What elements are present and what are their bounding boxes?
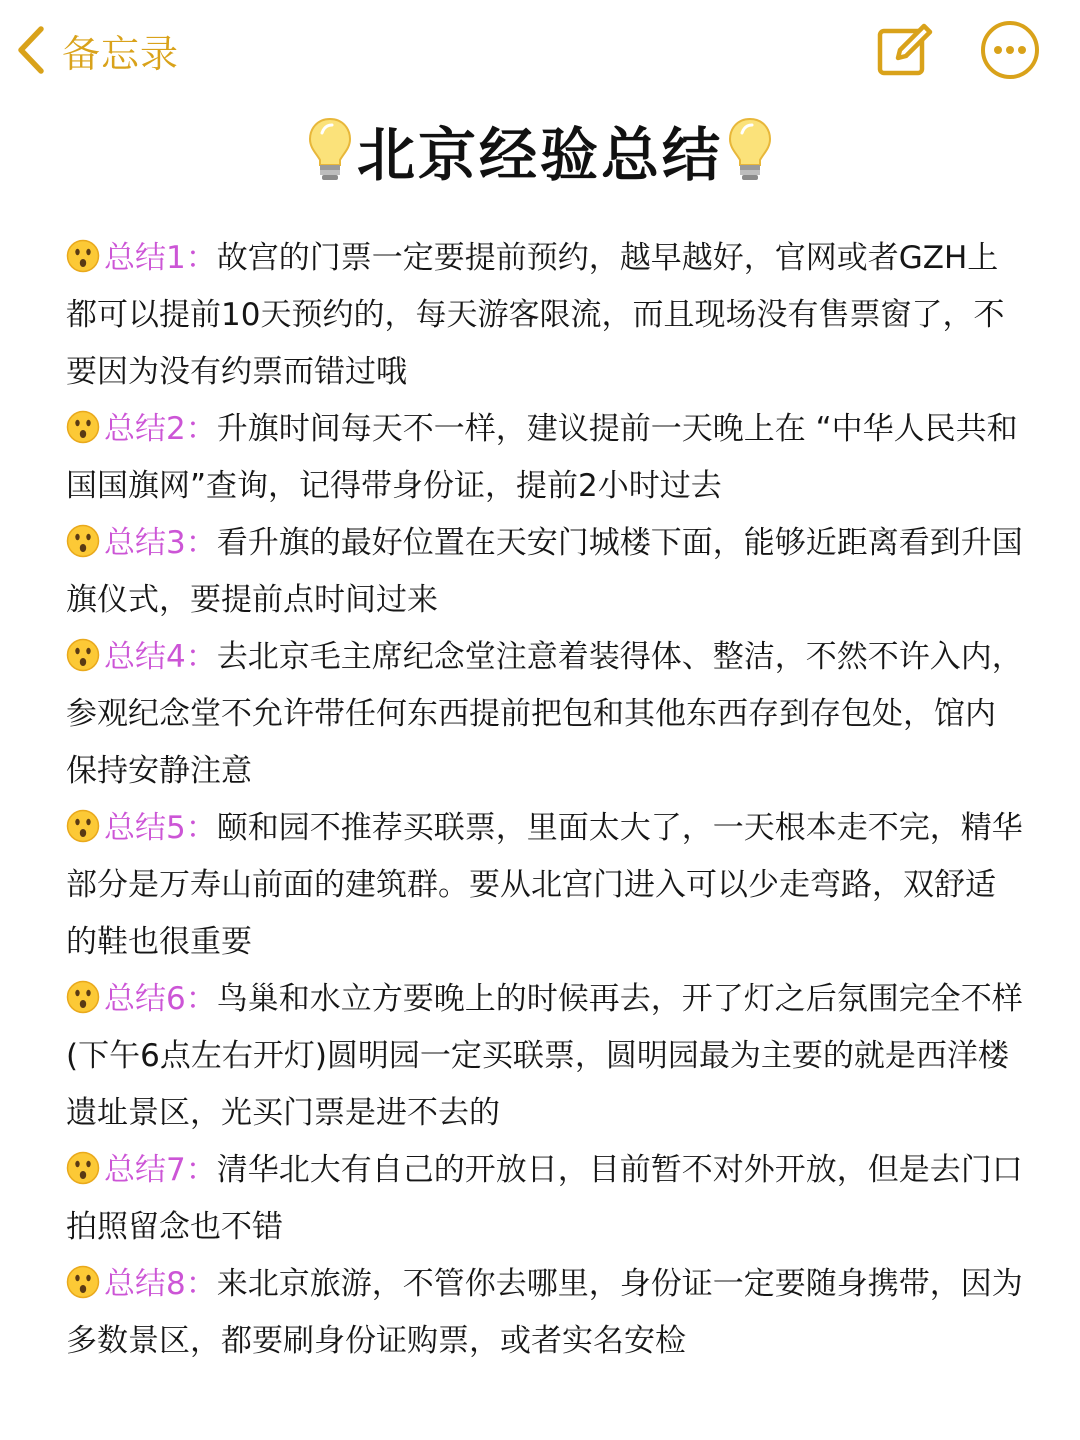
summary-item bbox=[66, 629, 1026, 800]
hushed-face-icon bbox=[66, 239, 100, 273]
summary-label: 总结7： bbox=[104, 1152, 217, 1188]
back-button[interactable] bbox=[14, 20, 179, 80]
compose-icon bbox=[870, 18, 934, 82]
hushed-face-icon bbox=[66, 524, 100, 558]
back-label: 备忘录 bbox=[62, 31, 180, 76]
summary-label: 总结8： bbox=[104, 1266, 217, 1302]
summary-label: 总结2： bbox=[104, 411, 217, 447]
summary-text: 去北京毛主席纪念堂注意着装得体、整洁，不然不许入内，参观纪念堂不允许带任何东西提前把包和其他东西存到存包处，馆内保持安静注意 bbox=[66, 639, 1023, 789]
summary-label: 总结1： bbox=[104, 240, 217, 276]
page-title: 北京经验总结 bbox=[356, 121, 723, 189]
summary-item bbox=[66, 971, 1026, 1142]
summary-item bbox=[66, 230, 1026, 401]
light-bulb-icon bbox=[725, 115, 775, 185]
chevron-left-icon bbox=[14, 25, 48, 75]
hushed-face-icon bbox=[66, 1265, 100, 1299]
summary-text: 升旗时间每天不一样，建议提前一天晚上在 “中华人民共和国国旗网”查询，记得带身份证，提前2小时过去 bbox=[66, 411, 1018, 504]
summary-label: 总结5： bbox=[104, 810, 217, 846]
summary-item bbox=[66, 800, 1026, 971]
light-bulb-icon bbox=[305, 115, 355, 185]
hushed-face-icon bbox=[66, 809, 100, 843]
summary-text: 鸟巢和水立方要晚上的时候再去，开了灯之后氛围完全不样(下午6点左右开灯)圆明园一定买联票，圆明园最为主要的就是西洋楼遗址景区，光买门票是进不去的 bbox=[66, 981, 1023, 1131]
note-body[interactable] bbox=[66, 230, 1026, 1370]
summary-text: 清华北大有自己的开放日，目前暂不对外开放，但是去门口拍照留念也不错 bbox=[66, 1152, 1023, 1245]
hushed-face-icon bbox=[66, 410, 100, 444]
summary-label: 总结4： bbox=[104, 639, 217, 675]
note-title bbox=[0, 100, 1080, 200]
summary-text: 故宫的门票一定要提前预约，越早越好，官网或者GZH上都可以提前10天预约的，每天游客限流，而且现场没有售票窗了，不要因为没有约票而错过哦 bbox=[66, 240, 1005, 390]
summary-item bbox=[66, 1256, 1026, 1370]
summary-item bbox=[66, 1142, 1026, 1256]
nav-bar bbox=[0, 0, 1080, 100]
summary-item bbox=[66, 515, 1026, 629]
summary-text: 来北京旅游，不管你去哪里，身份证一定要随身携带，因为多数景区，都要刷身份证购票，或者实名安检 bbox=[66, 1266, 1023, 1359]
summary-item bbox=[66, 401, 1026, 515]
compose-button[interactable] bbox=[870, 18, 934, 82]
summary-label: 总结6： bbox=[104, 981, 217, 1017]
summary-text: 看升旗的最好位置在天安门城楼下面，能够近距离看到升国旗仪式，要提前点时间过来 bbox=[66, 525, 1023, 618]
more-icon bbox=[978, 18, 1042, 82]
summary-label: 总结3： bbox=[104, 525, 217, 561]
more-button[interactable] bbox=[978, 18, 1042, 82]
hushed-face-icon bbox=[66, 980, 100, 1014]
summary-text: 颐和园不推荐买联票，里面太大了，一天根本走不完，精华部分是万寿山前面的建筑群。要从北宫门进入可以少走弯路，双舒适的鞋也很重要 bbox=[66, 810, 1023, 960]
hushed-face-icon bbox=[66, 638, 100, 672]
hushed-face-icon bbox=[66, 1151, 100, 1185]
